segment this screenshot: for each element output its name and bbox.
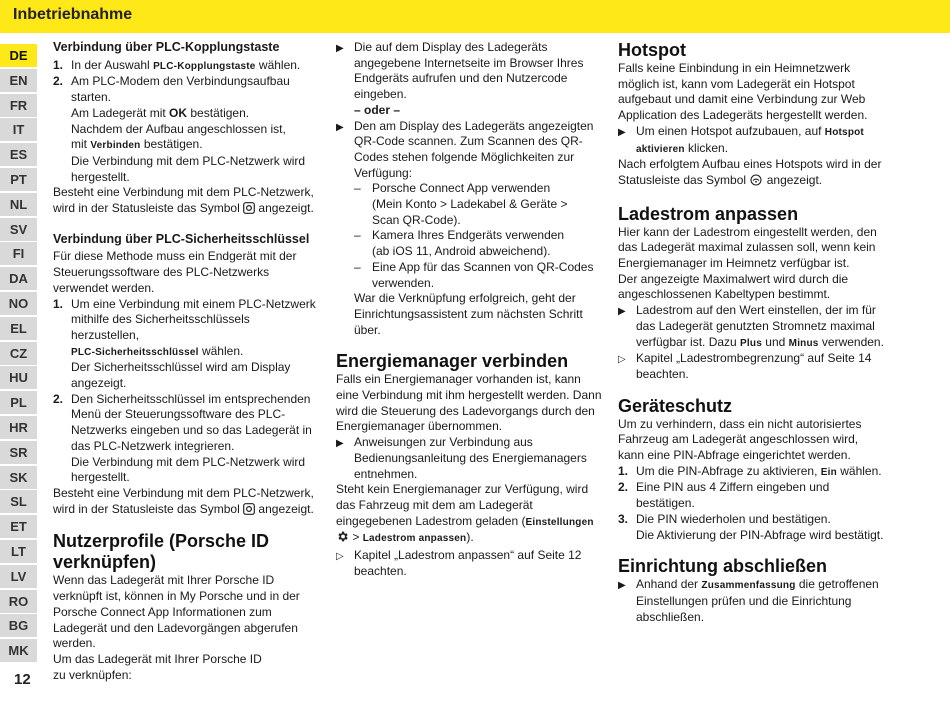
language-tab-hr[interactable]: HR bbox=[0, 416, 37, 439]
language-tab-lv[interactable]: LV bbox=[0, 565, 37, 588]
plc-key-step-1: 1. In der Auswahl PLC-Kopplungstaste wählen. bbox=[53, 57, 301, 72]
arrow-right-icon: ▶ bbox=[336, 121, 344, 133]
plc-security-intro: Für diese Methode muss ein Endgerät mit der Steuerungssoftware des PLC-Netzwerks verwendet werden. bbox=[53, 249, 297, 295]
current-note: Der angezeigte Maximalwert wird durch die angeschlossenen Kabeltypen bestimmt. bbox=[618, 271, 849, 302]
language-tab-et[interactable]: ET bbox=[0, 515, 37, 538]
triangle-outline-icon: ▷ bbox=[336, 551, 344, 563]
qr-option-2: – Kamera Ihres Endgeräts verwenden (ab iOS 11, Android abweichend). bbox=[354, 228, 565, 259]
profile-instruction: Um das Ladegerät mit Ihrer Porsche ID zu verknüpfen: bbox=[53, 651, 262, 682]
language-tab-sl[interactable]: SL bbox=[0, 490, 37, 513]
arrow-right-icon: ▶ bbox=[618, 580, 626, 592]
qr-option-3: – Eine App für das Scannen von QR-Codes verwenden. bbox=[354, 259, 594, 290]
finish-bullet: ▶ Anhand der Zusammenfassung die getroffenen Einstellungen prüfen und die Einrichtung abschließen. bbox=[618, 577, 879, 624]
language-tab-ro[interactable]: RO bbox=[0, 590, 37, 613]
current-heading: Ladestrom anpassen bbox=[618, 203, 799, 224]
language-tab-it[interactable]: IT bbox=[0, 118, 37, 141]
energy-intro: Falls ein Energiemanager vorhanden ist, kann eine Verbindung mit ihm hergestellt werden. Dann wird die Steuerung des Ladevorgangs durch den Energiemanager übernommen. bbox=[336, 372, 602, 434]
language-tab-es[interactable]: ES bbox=[0, 143, 37, 166]
section-title: Inbetriebnahme bbox=[13, 6, 133, 23]
hotspot-result: Nach erfolgtem Aufbau eines Hotspots wird in der Statusleiste das Symbol angezeigt. bbox=[618, 157, 886, 190]
gear-icon bbox=[336, 530, 349, 548]
language-tab-pl[interactable]: PL bbox=[0, 391, 37, 414]
energy-bullet: ▶ Anweisungen zur Verbindung aus Bedienungsanleitung des Energiemanagers entnehmen. bbox=[336, 435, 587, 481]
hotspot-heading: Hotspot bbox=[618, 40, 686, 60]
energy-fallback: Steht kein Energiemanager zur Verfügung, wird das Fahrzeug mit dem am Ladegerät eingegebenen Ladestrom geladen (Einstellungen > Ladestrom anpassen). bbox=[336, 482, 602, 548]
arrow-right-icon: ▶ bbox=[618, 126, 626, 138]
protect-step-1: 1. Um die PIN-Abfrage zu aktivieren, Ein wählen. bbox=[618, 463, 882, 478]
page-header bbox=[0, 0, 950, 33]
keyword: PLC-Kopplungstaste bbox=[153, 60, 256, 72]
language-tab-cz[interactable]: CZ bbox=[0, 342, 37, 365]
plc-security-step-1: 1. Um eine Verbindung mit einem PLC-Netzwerk mithilfe des Sicherheitsschlüssels herzustellen, PLC-Sicherheitsschlüssel wählen. Der Sicherheitsschlüssel wird am Display angezeigt. bbox=[53, 296, 316, 391]
plc-security-heading: Verbindung über PLC-Sicherheitsschlüssel bbox=[53, 231, 310, 246]
hotspot-intro: Falls keine Einbindung in ein Heimnetzwerk möglich ist, kann vom Ladegerät ein Hotspot aufgebaut und damit eine Verbindung zur Web Application des Ladegeräts hergestellt werden. bbox=[618, 61, 868, 123]
language-tab-hu[interactable]: HU bbox=[0, 366, 37, 389]
column-right bbox=[618, 40, 886, 625]
triangle-outline-icon: ▷ bbox=[618, 354, 626, 366]
language-index bbox=[0, 44, 37, 664]
hotspot-icon bbox=[749, 174, 763, 191]
hotspot-bullet: ▶ Um einen Hotspot aufzubauen, auf Hotspot aktivieren klicken. bbox=[618, 124, 886, 157]
column-left bbox=[53, 40, 321, 683]
qr-option-1: – Porsche Connect App verwenden (Mein Konto > Ladekabel & Geräte > Scan QR-Code). bbox=[354, 181, 568, 227]
energy-reference: ▷ Kapitel „Ladestrom anpassen“ auf Seite 12 beachten. bbox=[336, 548, 582, 578]
qr-result: War die Verknüpfung erfolgreich, geht der Einrichtungsassistent zum nächsten Schritt über. bbox=[354, 291, 583, 337]
current-reference: ▷ Kapitel „Ladestrombegrenzung“ auf Seite 14 beachten. bbox=[618, 351, 872, 381]
language-tab-nl[interactable]: NL bbox=[0, 193, 37, 216]
protect-intro: Um zu verhindern, dass ein nicht autorisiertes Fahrzeug am Ladegerät angeschlossen wird, kann eine PIN-Abfrage eingerichtet werden. bbox=[618, 416, 862, 463]
plc-security-result: Besteht eine Verbindung mit dem PLC-Netzwerk, wird in der Statusleiste das Symbol angezeigt. bbox=[53, 486, 321, 519]
language-tab-bg[interactable]: BG bbox=[0, 614, 37, 637]
language-tab-fr[interactable]: FR bbox=[0, 94, 37, 117]
protect-step-2: 2. Eine PIN aus 4 Ziffern eingeben und bestätigen. bbox=[618, 480, 830, 511]
language-tab-de[interactable]: DE bbox=[0, 44, 37, 67]
language-tab-sv[interactable]: SV bbox=[0, 218, 37, 241]
protect-heading: Geräteschutz bbox=[618, 395, 733, 416]
profile-intro: Wenn das Ladegerät mit Ihrer Porsche ID verknüpft ist, können in My Porsche und in der Porsche Connect App Informationen zum Ladegerät und den Ladevorgängen abgerufen werden. bbox=[53, 573, 300, 651]
arrow-right-icon: ▶ bbox=[336, 438, 344, 450]
language-tab-pt[interactable]: PT bbox=[0, 168, 37, 191]
profile-heading: Nutzerprofile (Porsche ID verknüpfen) bbox=[53, 531, 270, 573]
plc-key-step-2: 2. Am PLC-Modem den Verbindungsaufbau starten. Am Ladegerät mit OK bestätigen. Nachdem der Aufbau angeschlossen ist, mit Verbinden bestätigen. Die Verbindung mit dem PLC-Netzwerk wird hergestellt. bbox=[53, 74, 306, 184]
language-tab-lt[interactable]: LT bbox=[0, 540, 37, 563]
energy-heading: Energiemanager verbinden bbox=[336, 351, 569, 372]
plc-status-icon bbox=[243, 503, 255, 520]
browser-bullet: ▶ Die auf dem Display des Ladegeräts angegebene Internetseite im Browser Ihres Endgeräts aufrufen und den Nutzercode eingeben. bbox=[336, 40, 584, 102]
column-middle bbox=[336, 40, 602, 580]
arrow-right-icon: ▶ bbox=[336, 43, 344, 54]
plc-key-result: Besteht eine Verbindung mit dem PLC-Netzwerk, wird in der Statusleiste das Symbol angezeigt. bbox=[53, 185, 321, 218]
language-tab-no[interactable]: NO bbox=[0, 292, 37, 315]
finish-heading: Einrichtung abschließen bbox=[618, 556, 828, 577]
current-intro: Hier kann der Ladestrom eingestellt werden, den das Ladegerät maximal zulassen soll, wenn kein Energiemanager im Heimnetz verfügbar ist. bbox=[618, 224, 877, 271]
arrow-right-icon: ▶ bbox=[618, 306, 626, 318]
page-number: 12 bbox=[14, 671, 31, 688]
language-tab-da[interactable]: DA bbox=[0, 267, 37, 290]
language-tab-sr[interactable]: SR bbox=[0, 441, 37, 464]
plc-key-heading: Verbindung über PLC-Kopplungstaste bbox=[53, 40, 280, 54]
or-separator: – oder – bbox=[354, 102, 401, 117]
language-tab-mk[interactable]: MK bbox=[0, 639, 37, 662]
plc-status-icon bbox=[243, 202, 255, 219]
language-tab-el[interactable]: EL bbox=[0, 317, 37, 340]
qr-bullet: ▶ Den am Display des Ladegeräts angezeigten QR-Code scannen. Zum Scannen des QR-Codes stehen folgende Möglichkeiten zur Verfügung: bbox=[336, 118, 594, 180]
language-tab-sk[interactable]: SK bbox=[0, 466, 37, 489]
language-tab-fi[interactable]: FI bbox=[0, 242, 37, 265]
protect-step-3: 3. Die PIN wiederholen und bestätigen. Die Aktivierung der PIN-Abfrage wird bestätigt. bbox=[618, 511, 884, 542]
current-bullet: ▶ Ladestrom auf den Wert einstellen, der im für das Ladegerät genutzten Stromnetz maximal verfügbar ist. Dazu Plus und Minus verwenden. bbox=[618, 303, 886, 351]
plc-security-step-2: 2. Den Sicherheitsschlüssel im entsprechenden Menü der Steuerungssoftware des PLC-Netzwerks eingeben und so das Ladegerät in das PLC-Netzwerk integrieren. Die Verbindung mit dem PLC-Netzwerk wird hergestellt. bbox=[53, 391, 312, 485]
language-tab-en[interactable]: EN bbox=[0, 69, 37, 92]
